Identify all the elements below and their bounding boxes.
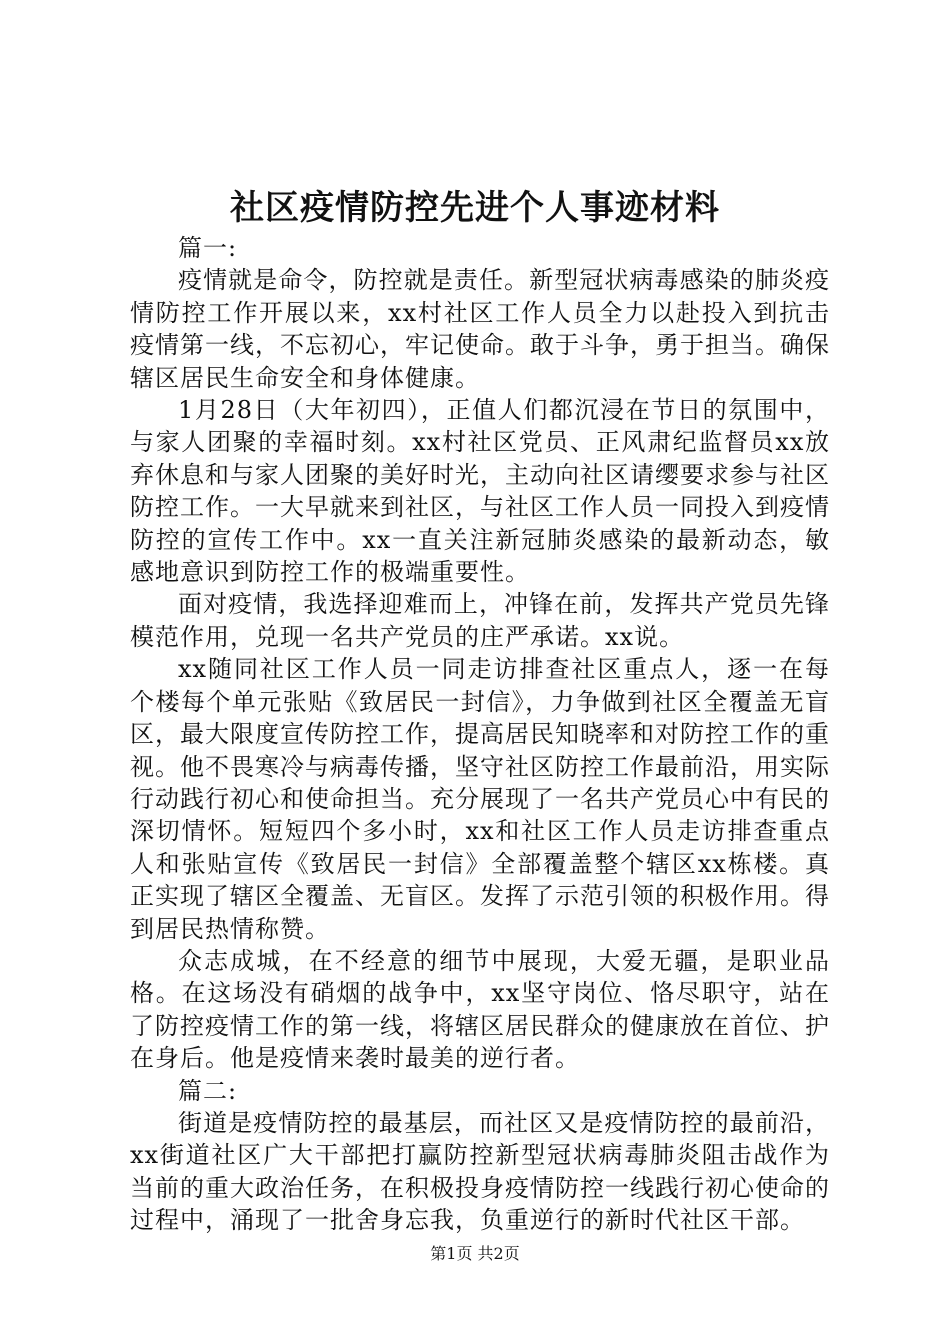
section-heading-2: 篇二: [178,1076,238,1105]
paragraph: 1月28日（大年初四），正值人们都沉浸在节日的氛围中，与家人团聚的幸福时刻。xx村社区党员、正风肃纪监督员xx放弃休息和与家人团聚的美好时光，主动向社区请缨要求参与社区防控工作。一大早就来到社区，与社区工作人员一同投入到疫情防控的宣传工作中。xx一直关注新冠肺炎感染的最新动态，敏感地意识到防控工作的极端重要性。 [130,396,830,587]
paragraph: 街道是疫情防控的最基层，而社区又是疫情防控的最前沿，xx街道社区广大干部把打赢防控新型冠状病毒肺炎阻击战作为当前的重大政治任务，在积极投身疫情防控一线践行初心使命的过程中，涌现了一批舍身忘我，负重逆行的新时代社区干部。 [130,1108,830,1235]
document-title: 社区疫情防控先进个人事迹材料 [230,188,720,228]
paragraph: 疫情就是命令，防控就是责任。新型冠状病毒感染的肺炎疫情防控工作开展以来，xx村社区工作人员全力以赴投入到抗击疫情第一线，不忘初心，牢记使命。敢于斗争，勇于担当。确保辖区居民生命安全和身体健康。 [130,266,830,392]
document-body [130,232,830,1237]
section-heading-1: 篇一: [178,234,238,262]
page-footer: 第1页 共2页 [430,1244,520,1263]
paragraph: xx随同社区工作人员一同走访排查社区重点人，逐一在每个楼每个单元张贴《致居民一封信》，力争做到社区全覆盖无盲区，最大限度宣传防控工作，提高居民知晓率和对防控工作的重视。他不畏寒冷与病毒传播，坚守社区防控工作最前沿，用实际行动践行初心和使命担当。充分展现了一名共产党员心中有民的深切情怀。短短四个多小时，xx和社区工作人员走访排查重点人和张贴宣传《致居民一封信》全部覆盖整个辖区xx栋楼。真正实现了辖区全覆盖、无盲区。发挥了示范引领的积极作用。得到居民热情称赞。 [130,655,830,943]
paragraph: 众志成城，在不经意的细节中展现，大爱无疆，是职业品格。在这场没有硝烟的战争中，xx坚守岗位、恪尽职守，站在了防控疫情工作的第一线，将辖区居民群众的健康放在首位、护在身后。他是疫情来袭时最美的逆行者。 [130,946,830,1073]
paragraph: 面对疫情，我选择迎难而上，冲锋在前，发挥共产党员先锋模范作用，兑现一名共产党员的庄严承诺。xx说。 [130,590,830,651]
